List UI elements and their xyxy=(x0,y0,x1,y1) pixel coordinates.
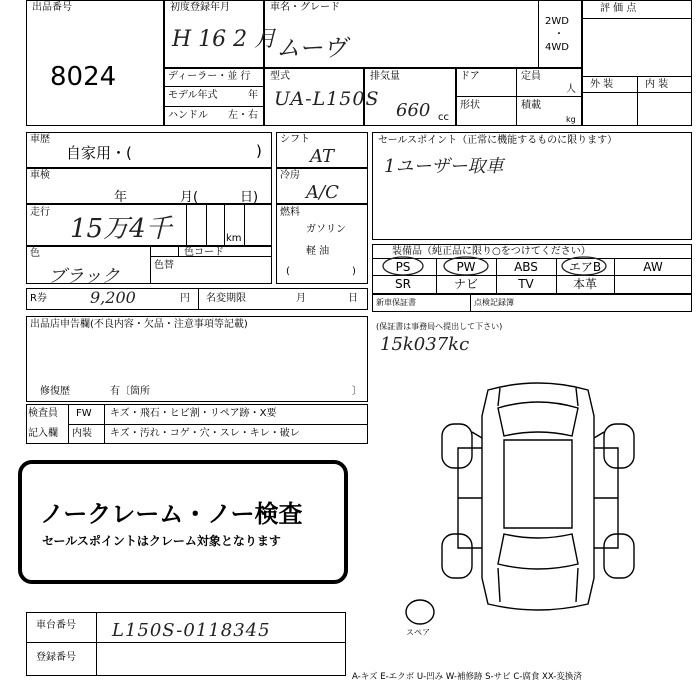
recycle-unit: 円 xyxy=(180,293,190,304)
in-items: キズ・汚れ・コゲ・穴・スレ・キレ・破レ xyxy=(110,428,300,439)
shift-label: シフト xyxy=(280,134,310,145)
equip-navi: ナビ xyxy=(453,277,478,291)
drive-2wd: 2WD xyxy=(545,16,569,27)
right-notes-handwritten: 15k037kc xyxy=(380,334,470,355)
equip-pw: PW xyxy=(456,260,476,274)
capacity-label: 定員 xyxy=(521,71,541,82)
fuel-opt1: ガソリン xyxy=(306,224,346,235)
lot-number: 8024 xyxy=(50,62,117,92)
load-unit: kg xyxy=(566,115,576,124)
aircon-label: 冷房 xyxy=(280,170,300,181)
history-label: 車歴 xyxy=(30,134,50,145)
warranty-label: 新車保証書 xyxy=(376,298,416,307)
spare-label: スペア xyxy=(406,628,430,637)
repaint-label: 色替 xyxy=(154,260,174,271)
chassis-value: L150S-0118345 xyxy=(112,620,271,641)
fuel-label: 燃料 xyxy=(280,207,300,218)
name-change-month: 月 xyxy=(296,293,306,304)
equip-aw: AW xyxy=(643,260,663,274)
model-year-label: モデル年式 xyxy=(168,90,218,101)
shaken-day: 日) xyxy=(240,190,259,205)
capacity-unit: 人 xyxy=(566,84,576,95)
noclaim-subtitle: セールスポイントはクレーム対象となります xyxy=(42,534,281,548)
cc-value: 660 xyxy=(396,100,431,121)
repair-close: 〕 xyxy=(352,386,362,397)
repair-label: 修復歴 xyxy=(40,386,70,397)
mileage-value: 15万4千 xyxy=(70,214,172,244)
type-value: UA-L150S xyxy=(274,88,380,110)
sales-point-label: セールスポイント（正常に機能するものに限ります） xyxy=(378,135,618,146)
history-value: 自家用・( xyxy=(66,144,132,162)
shift-value: AT xyxy=(310,146,335,167)
load-label: 積載 xyxy=(521,100,541,111)
name-label: 車名・グレード xyxy=(270,2,340,13)
exterior-label: 外 装 xyxy=(590,79,614,90)
equip-airbag: エアB xyxy=(568,260,602,274)
history-box xyxy=(26,132,272,168)
equipment-label: 装備品（純正品に限り○をつけてください） xyxy=(392,246,591,257)
shaken-box xyxy=(26,168,272,204)
chassis-label: 車台番号 xyxy=(36,620,76,631)
name-value: ムーヴ xyxy=(276,34,347,62)
fw-label: FW xyxy=(76,408,92,419)
interior-label: 内 装 xyxy=(645,79,669,90)
shape-label: 形状 xyxy=(460,100,480,111)
noclaim-title: ノークレーム・ノー検査 xyxy=(40,500,303,528)
repair-value: 有〔箇所 xyxy=(110,386,150,397)
in-label: 内装 xyxy=(72,428,92,439)
handle-label: ハンドル xyxy=(168,110,208,121)
book-label: 点検記録簿 xyxy=(474,298,514,307)
reg-value: H 16 2 月 xyxy=(172,27,277,52)
spare-tire-icon xyxy=(404,598,436,626)
fuel-paren-close: ) xyxy=(352,266,356,277)
recycle-value: 9,200 xyxy=(90,288,136,307)
warranty-box xyxy=(372,294,692,312)
sales-point-value: 1ユーザー取車 xyxy=(384,156,504,177)
model-year-unit: 年 xyxy=(248,90,258,101)
lot-label: 出品番号 xyxy=(32,2,72,13)
name-change-day: 日 xyxy=(348,293,358,304)
equip-circles xyxy=(372,256,632,280)
drive-dot: ・ xyxy=(554,29,564,40)
registration-label: 登録番号 xyxy=(36,652,76,663)
declaration-label: 出品店申告欄(不良内容・欠品・注意事項等記載) xyxy=(30,319,248,330)
shaken-year: 年 xyxy=(114,190,128,205)
shaken-label: 車検 xyxy=(30,170,50,181)
type-label: 型式 xyxy=(270,71,290,82)
sales-point-box xyxy=(372,132,692,240)
name-change-label: 名変期限 xyxy=(206,293,246,304)
color-value: ブラック xyxy=(48,266,120,287)
recycle-label: R券 xyxy=(30,293,47,304)
fw-items: キズ・飛石・ヒビ割・リペア跡・X要 xyxy=(110,408,277,419)
equip-sr: SR xyxy=(395,277,411,291)
damage-legend: A-キズ E-エクボ U-凹み W-補修跡 S-サビ C-腐食 XX-変換済 xyxy=(352,672,582,682)
equip-leather: 本革 xyxy=(572,277,597,291)
handle-options: 左・右 xyxy=(228,110,258,121)
inspector-label1: 検査員 xyxy=(28,408,58,419)
recycle-box xyxy=(26,288,368,310)
history-close: ) xyxy=(256,142,262,160)
eval-label: 評 価 点 xyxy=(600,3,637,14)
aircon-value: A/C xyxy=(306,182,339,203)
mileage-label: 走行 xyxy=(30,207,50,218)
inspector-label2: 記入欄 xyxy=(28,428,58,439)
mileage-unit: km xyxy=(226,233,242,244)
dealer-label: ディーラー・並 行 xyxy=(168,71,251,82)
drive-4wd: 4WD xyxy=(545,42,569,53)
car-diagram xyxy=(428,378,648,618)
color-code-label: 色コード xyxy=(184,247,224,258)
fuel-paren-open: ( xyxy=(286,266,290,277)
cc-unit: cc xyxy=(438,112,449,123)
equip-ps: PS xyxy=(395,260,411,274)
equip-tv: TV xyxy=(518,277,534,291)
shaken-month: 月( xyxy=(180,190,199,205)
color-label: 色 xyxy=(30,248,40,259)
reg-label: 初度登録年月 xyxy=(170,2,230,13)
door-label: ドア xyxy=(460,71,480,82)
fuel-opt2: 軽 油 xyxy=(306,246,330,257)
equip-abs: ABS xyxy=(514,260,538,274)
cc-label: 排気量 xyxy=(370,71,400,82)
right-notes-label: (保証書は事務局へ提出して下さい) xyxy=(376,322,503,331)
